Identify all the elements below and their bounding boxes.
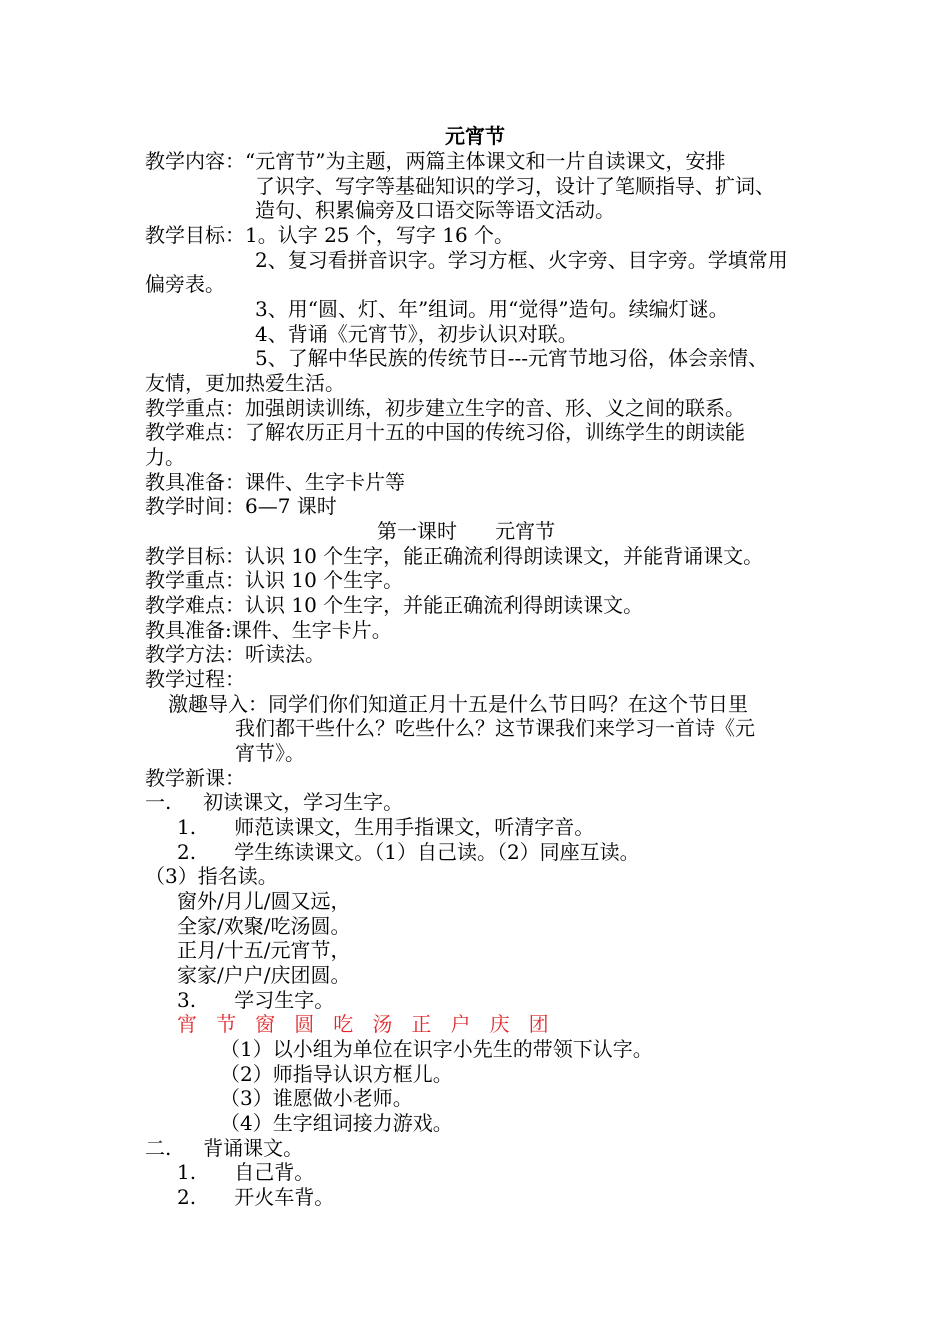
text-line: 激趣导入：同学们你们知道正月十五是什么节日吗？在这个节日里 bbox=[168, 692, 748, 716]
text-line: 教学重点：加强朗读训练，初步建立生字的音、形、义之间的联系。 bbox=[145, 396, 745, 420]
text-line: 教学内容：“元宵节”为主题，两篇主体课文和一片自读课文，安排 bbox=[145, 149, 726, 173]
text-line: 了识字、写字等基础知识的学习，设计了笔顺指导、扩词、 bbox=[255, 174, 775, 198]
text-line: （4）生字组词接力游戏。 bbox=[220, 1111, 453, 1135]
text-line: 教学新课： bbox=[145, 766, 245, 790]
text-line: 教学目标：1。认字 25 个，写字 16 个。 bbox=[145, 223, 515, 247]
text-line: 友情，更加热爱生活。 bbox=[145, 371, 345, 395]
text-line: 5、了解中华民族的传统节日---元宵节地习俗，体会亲情、 bbox=[255, 346, 768, 370]
text-line: 教学重点：认识 10 个生字。 bbox=[145, 568, 404, 592]
new-characters-line: 宵 节 窗 圆 吃 汤 正 户 庆 团 bbox=[177, 1012, 549, 1036]
text-line: 教具准备:课件、生字卡片。 bbox=[145, 618, 392, 642]
text-line: 教学难点：认识 10 个生字，并能正确流利得朗读课文。 bbox=[145, 593, 644, 617]
poem-line: 家家/户户/庆团圆。 bbox=[177, 963, 351, 987]
text-line: （3）谁愿做小老师。 bbox=[220, 1086, 413, 1110]
poem-line: 正月/十五/元宵节， bbox=[177, 938, 351, 962]
text-line: 造句、积累偏旁及口语交际等语文活动。 bbox=[255, 198, 615, 222]
text-line: 2、复习看拼音识字。学习方框、火字旁、目字旁。学填常用 bbox=[255, 248, 788, 272]
text-line: 教学方法：听读法。 bbox=[145, 642, 325, 666]
poem-line: 全家/欢聚/吃汤圆。 bbox=[177, 914, 351, 938]
text-line: 2. 开火车背。 bbox=[177, 1185, 335, 1209]
text-line: 偏旁表。 bbox=[145, 272, 225, 296]
text-line: （2）师指导认识方框儿。 bbox=[220, 1062, 453, 1086]
text-line: 二. 背诵课文。 bbox=[145, 1136, 304, 1160]
text-line: 教学过程： bbox=[145, 667, 245, 691]
text-line: 3. 学习生字。 bbox=[177, 988, 335, 1012]
text-line: 1. 师范读课文，生用手指课文，听清字音。 bbox=[177, 815, 595, 839]
text-line: 4、背诵《元宵节》，初步认识对联。 bbox=[255, 322, 578, 346]
text-line: （1）以小组为单位在识字小先生的带领下认字。 bbox=[220, 1037, 653, 1061]
text-line: 教学时间：6—7 课时 bbox=[145, 494, 337, 518]
page-title: 元宵节 bbox=[445, 124, 505, 148]
text-line: 教学难点：了解农历正月十五的中国的传统习俗，训练学生的朗读能 bbox=[145, 420, 745, 444]
text-line: 3、用“圆、灯、年”组词。用“觉得”造句。续编灯谜。 bbox=[255, 297, 729, 321]
text-line: 力。 bbox=[145, 445, 185, 469]
text-line: 教具准备：课件、生字卡片等 bbox=[145, 470, 405, 494]
text-line: （3）指名读。 bbox=[145, 864, 278, 888]
text-line: 我们都干些什么？吃些什么？这节课我们来学习一首诗《元 bbox=[235, 716, 755, 740]
text-line: 教学目标：认识 10 个生字，能正确流利得朗读课文，并能背诵课文。 bbox=[145, 544, 764, 568]
poem-line: 窗外/月儿/圆又远， bbox=[177, 889, 351, 913]
text-line: 一. 初读课文，学习生字。 bbox=[145, 790, 404, 814]
text-line: 2. 学生练读课文。（1）自己读。（2）同座互读。 bbox=[177, 840, 640, 864]
section-heading: 第一课时 元宵节 bbox=[377, 519, 556, 543]
text-line: 宵节》。 bbox=[235, 741, 305, 765]
text-line: 1. 自己背。 bbox=[177, 1160, 315, 1184]
